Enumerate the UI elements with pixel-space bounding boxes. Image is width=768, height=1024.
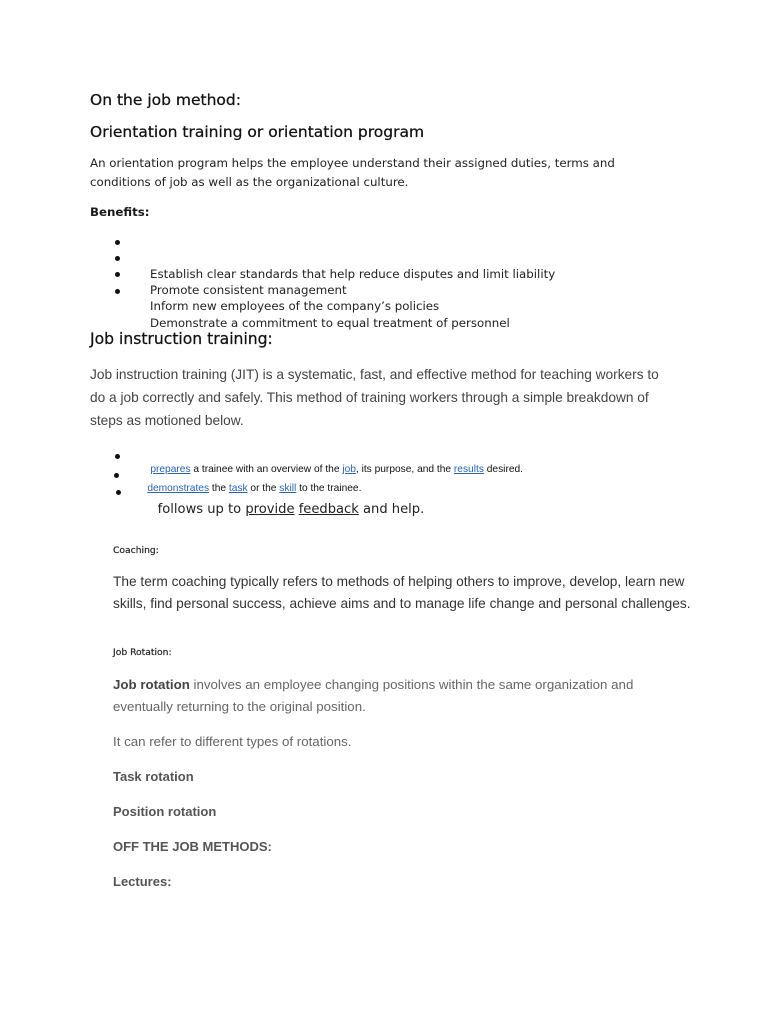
bullet-icon xyxy=(115,256,120,261)
step-list-item xyxy=(141,484,424,535)
section-heading-on-the-job: On the job method: xyxy=(90,91,241,109)
link-feedback[interactable]: feedback xyxy=(298,502,359,517)
job-rotation-term: Job rotation xyxy=(113,677,190,692)
benefits-label: Benefits: xyxy=(90,205,150,219)
bullet-icon xyxy=(114,473,119,478)
orientation-paragraph-line: An orientation program helps the employee understand their assigned duties, terms and xyxy=(90,156,615,170)
benefit-text: Inform new employees of the company’s policies xyxy=(150,299,440,313)
link-prepares[interactable]: prepares xyxy=(150,464,191,475)
link-task[interactable]: task xyxy=(228,483,248,494)
job-rotation-paragraph-line xyxy=(113,675,633,695)
jit-paragraph-line: do a job correctly and safely. This method of training workers through a simple breakdown of xyxy=(90,390,649,405)
section-heading-job-instruction: Job instruction training: xyxy=(90,330,273,348)
benefit-text: Establish clear standards that help reduce disputes and limit liability xyxy=(150,267,556,281)
step-text: and help. xyxy=(358,502,425,517)
coaching-label: Coaching: xyxy=(113,545,159,556)
step-text: the xyxy=(209,483,229,494)
job-rotation-text: involves an employee changing positions within the same organization and xyxy=(189,677,634,692)
position-rotation-label: Position rotation xyxy=(113,804,217,819)
subheading-orientation-training: Orientation training or orientation program xyxy=(90,123,425,141)
task-rotation-label: Task rotation xyxy=(113,769,194,784)
bullet-icon xyxy=(115,289,120,294)
step-text: to the trainee. xyxy=(296,483,362,494)
lectures-label: Lectures: xyxy=(113,874,172,889)
off-the-job-heading: OFF THE JOB METHODS: xyxy=(113,839,272,854)
job-rotation-paragraph-line: eventually returning to the original position. xyxy=(113,699,366,714)
bullet-icon xyxy=(115,240,120,245)
link-demonstrates[interactable]: demonstrates xyxy=(147,483,210,494)
step-text: or the xyxy=(247,483,280,494)
link-results[interactable]: results xyxy=(453,464,484,475)
jit-paragraph-line: steps as motioned below. xyxy=(90,413,244,428)
benefit-text: Demonstrate a commitment to equal treatment of personnel xyxy=(150,316,510,330)
benefit-text: Promote consistent management xyxy=(150,283,347,297)
rotation-types-intro: It can refer to different types of rotations. xyxy=(113,734,352,749)
coaching-paragraph-line: The term coaching typically refers to methods of helping others to improve, develop, learn new xyxy=(113,574,685,589)
step-text: a trainee with an overview of the xyxy=(190,464,343,475)
step-text: desired. xyxy=(483,464,523,475)
link-provide[interactable]: provide xyxy=(245,502,295,517)
link-skill[interactable]: skill xyxy=(279,483,297,494)
job-rotation-label: Job Rotation: xyxy=(113,647,172,658)
link-job[interactable]: job xyxy=(342,464,356,475)
orientation-paragraph-line: conditions of job as well as the organizational culture. xyxy=(90,175,409,189)
bullet-icon xyxy=(115,272,120,277)
coaching-paragraph-line: skills, find personal success, achieve aims and to manage life change and personal challenges. xyxy=(113,596,691,611)
step-text: follows up to xyxy=(157,502,246,517)
jit-paragraph-line: Job instruction training (JIT) is a systematic, fast, and effective method for teaching workers to xyxy=(90,367,659,382)
bullet-icon xyxy=(116,490,121,495)
step-text: , its purpose, and the xyxy=(355,464,454,475)
bullet-icon xyxy=(115,454,120,459)
